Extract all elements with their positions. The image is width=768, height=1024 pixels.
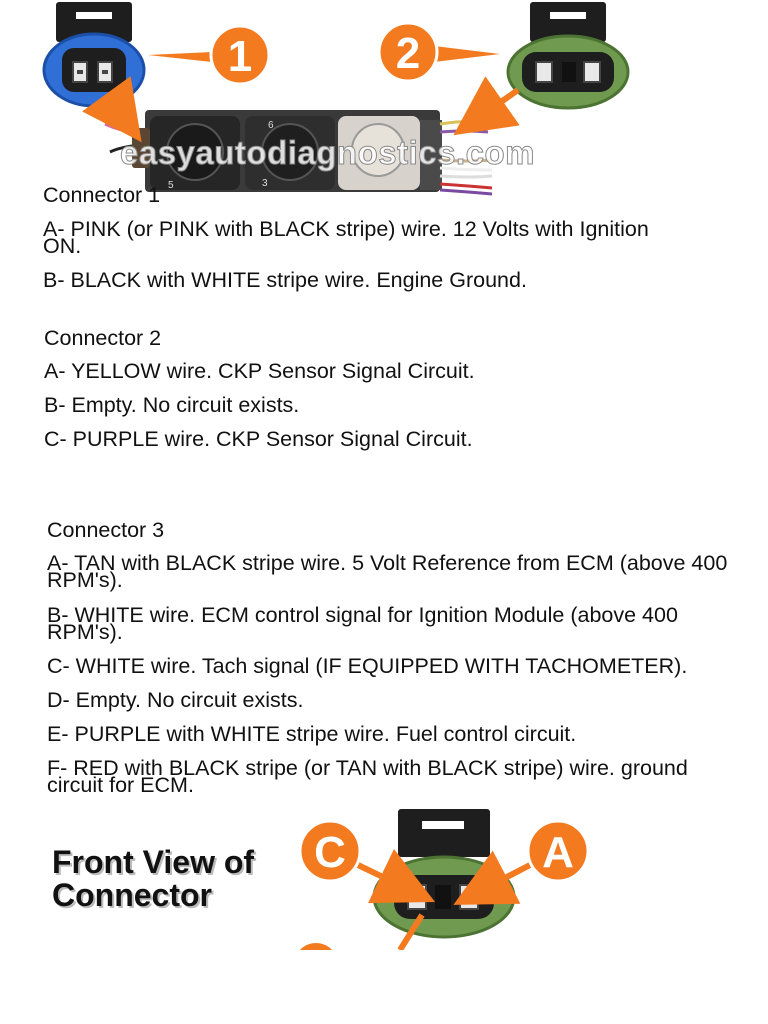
connector-3-pin-b: B- WHITE wire. ECM control signal for Ignition Module (above 400 RPM's). [47,603,678,644]
callout-arrow-2 [434,46,518,118]
connector-3-pin-c: C- WHITE wire. Tach signal (IF EQUIPPED WITH TACHOMETER). [47,654,688,678]
connector-1-pin-a: A- PINK (or PINK with BLACK stripe) wire. 12 Volts with Ignition ON. [43,217,649,258]
connector-2-heading: Connector 2 [44,326,162,350]
callout-badge-a [528,821,588,881]
front-view-connector-diagram [290,805,600,950]
connector-1-heading: Connector 1 [43,183,161,207]
connector-2-pin-a: A- YELLOW wire. CKP Sensor Signal Circuit. [44,359,475,383]
callout-badge-a-label: A [542,828,574,877]
module-number-5: 5 [168,180,174,191]
connector-3-pin-e: E- PURPLE with WHITE stripe wire. Fuel control circuit. [47,722,577,746]
site-watermark: easyautodiagnostics.com [120,134,535,171]
callout-badge-c [300,821,360,881]
front-view-connector-image [374,809,514,937]
connector-3-pin-f: F- RED with BLACK stripe (or TAN with BLACK stripe) wire. ground circuit for ECM. [47,756,688,797]
connector-1-pin-b: B- BLACK with WHITE stripe wire. Engine Ground. [43,268,527,292]
front-view-title-line2: Connector [52,877,212,913]
module-number-3: 3 [262,178,268,189]
front-view-title [52,846,254,912]
front-view-title-line1: Front View of [52,844,255,880]
callout-badge-1-label: 1 [227,32,253,81]
callout-badge-partial [294,943,338,950]
connector-2-pin-b: B- Empty. No circuit exists. [44,393,300,417]
callout-badge-c-label: C [314,828,346,877]
callout-badge-2-label: 2 [395,29,421,78]
connector-3-heading: Connector 3 [47,518,165,542]
module-number-6: 6 [268,120,274,131]
connector-2-pin-c: C- PURPLE wire. CKP Sensor Signal Circuit. [44,427,473,451]
connector-2-image [508,2,628,108]
callout-badge-1 [211,26,269,84]
connector-3-pin-a: A- TAN with BLACK stripe wire. 5 Volt Reference from ECM (above 400 RPM's). [47,551,728,592]
connector-3-pin-d: D- Empty. No circuit exists. [47,688,304,712]
connector-1-image [44,2,144,106]
callout-badge-2 [379,23,437,81]
